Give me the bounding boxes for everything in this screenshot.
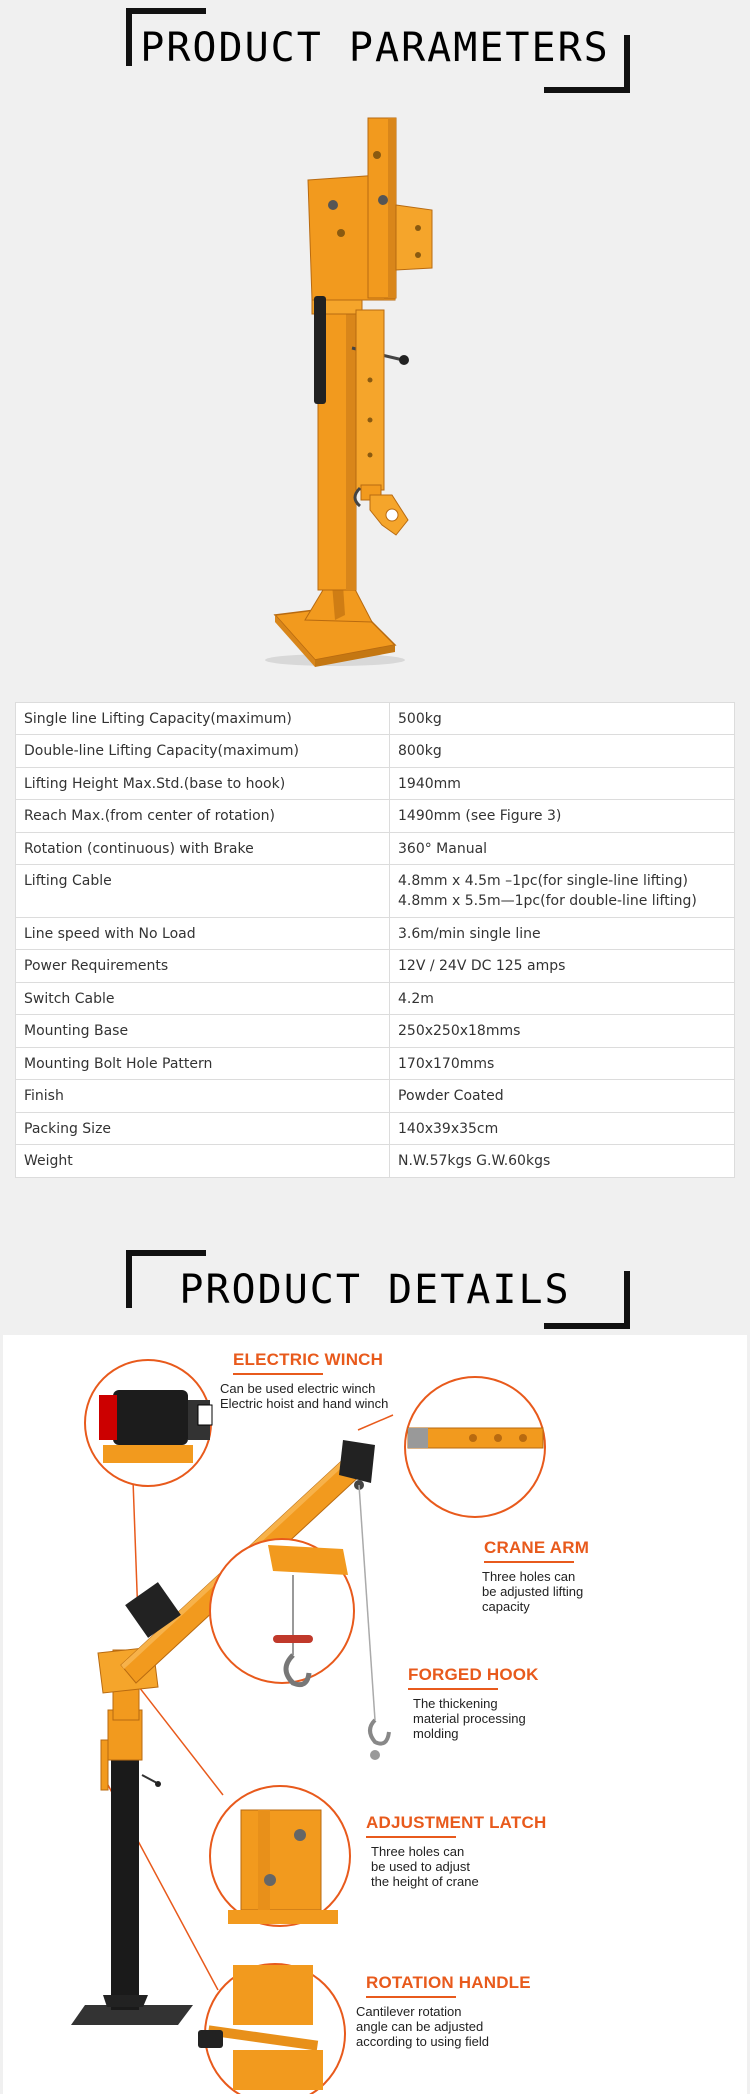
param-value: Powder Coated <box>390 1080 735 1113</box>
callout-desc: Cantilever rotation angle can be adjusted according to using field <box>356 2004 489 2049</box>
param-value: 3.6m/min single line <box>390 918 735 950</box>
details-infographic <box>3 1335 747 2094</box>
param-value: 800kg <box>390 735 735 768</box>
table-row <box>16 865 735 918</box>
param-label: Weight <box>16 1145 390 1178</box>
callout-rotation-handle <box>356 1973 531 2049</box>
table-row <box>16 768 735 800</box>
table-row <box>16 703 735 735</box>
param-label: Reach Max.(from center of rotation) <box>16 800 390 833</box>
table-row <box>16 1015 735 1048</box>
param-label: Power Requirements <box>16 950 390 983</box>
table-row <box>16 800 735 833</box>
callout-forged-hook <box>408 1665 539 1741</box>
param-value: N.W.57kgs G.W.60kgs <box>390 1145 735 1178</box>
param-label: Lifting Cable <box>16 865 390 918</box>
table-row <box>16 1080 735 1113</box>
table-row <box>16 833 735 865</box>
callout-desc: Three holes can be adjusted lifting capacity <box>482 1569 584 1614</box>
param-value: 170x170mms <box>390 1048 735 1080</box>
callout-adjustment-latch <box>366 1813 546 1889</box>
param-label: Single line Lifting Capacity(maximum) <box>16 703 390 735</box>
table-row <box>16 918 735 950</box>
callout-desc: Three holes can be used to adjust the height of crane <box>371 1844 479 1889</box>
param-value: 360° Manual <box>390 833 735 865</box>
callout-title: FORGED HOOK <box>408 1665 539 1684</box>
callout-underline <box>233 1373 323 1375</box>
callout-underline <box>484 1561 574 1563</box>
param-label: Mounting Base <box>16 1015 390 1048</box>
callout-title: CRANE ARM <box>484 1538 590 1557</box>
param-label: Line speed with No Load <box>16 918 390 950</box>
table-row <box>16 1113 735 1145</box>
param-value: 4.2m <box>390 983 735 1015</box>
param-label: Switch Cable <box>16 983 390 1015</box>
callout-underline <box>366 1836 456 1838</box>
callout-underline <box>408 1688 498 1690</box>
param-label: Mounting Bolt Hole Pattern <box>16 1048 390 1080</box>
table-row <box>16 983 735 1015</box>
details-header <box>0 1245 750 1345</box>
table-row <box>16 1048 735 1080</box>
params-table <box>15 702 735 1178</box>
callout-desc: Can be used electric winch Electric hoist and hand winch <box>220 1381 389 1411</box>
details-title: PRODUCT DETAILS <box>179 1267 571 1313</box>
param-label: Lifting Height Max.Std.(base to hook) <box>16 768 390 800</box>
callout-desc: The thickening material processing molding <box>413 1696 526 1741</box>
param-value: 140x39x35cm <box>390 1113 735 1145</box>
param-value: 1940mm <box>390 768 735 800</box>
param-label: Finish <box>16 1080 390 1113</box>
callout-electric-winch <box>220 1350 389 1411</box>
param-value: 500kg <box>390 703 735 735</box>
table-row <box>16 735 735 768</box>
callout-title: ROTATION HANDLE <box>366 1973 531 1992</box>
param-label: Packing Size <box>16 1113 390 1145</box>
params-header <box>0 0 750 100</box>
param-label: Rotation (continuous) with Brake <box>16 833 390 865</box>
param-value: 12V / 24V DC 125 amps <box>390 950 735 983</box>
table-row <box>16 950 735 983</box>
param-value: 250x250x18mms <box>390 1015 735 1048</box>
callout-title: ADJUSTMENT LATCH <box>366 1813 547 1832</box>
param-value: 1490mm (see Figure 3) <box>390 800 735 833</box>
callout-underline <box>366 1996 456 1998</box>
callout-title: ELECTRIC WINCH <box>233 1350 384 1369</box>
callout-crane-arm <box>484 1538 589 1614</box>
param-value: 4.8mm x 4.5m –1pc(for single-line lifting) 4.8mm x 5.5m—1pc(for double-line lifting) <box>390 865 735 918</box>
params-title: PRODUCT PARAMETERS <box>140 25 610 71</box>
table-row <box>16 1145 735 1178</box>
crane-product-image <box>0 100 750 680</box>
param-label: Double-line Lifting Capacity(maximum) <box>16 735 390 768</box>
